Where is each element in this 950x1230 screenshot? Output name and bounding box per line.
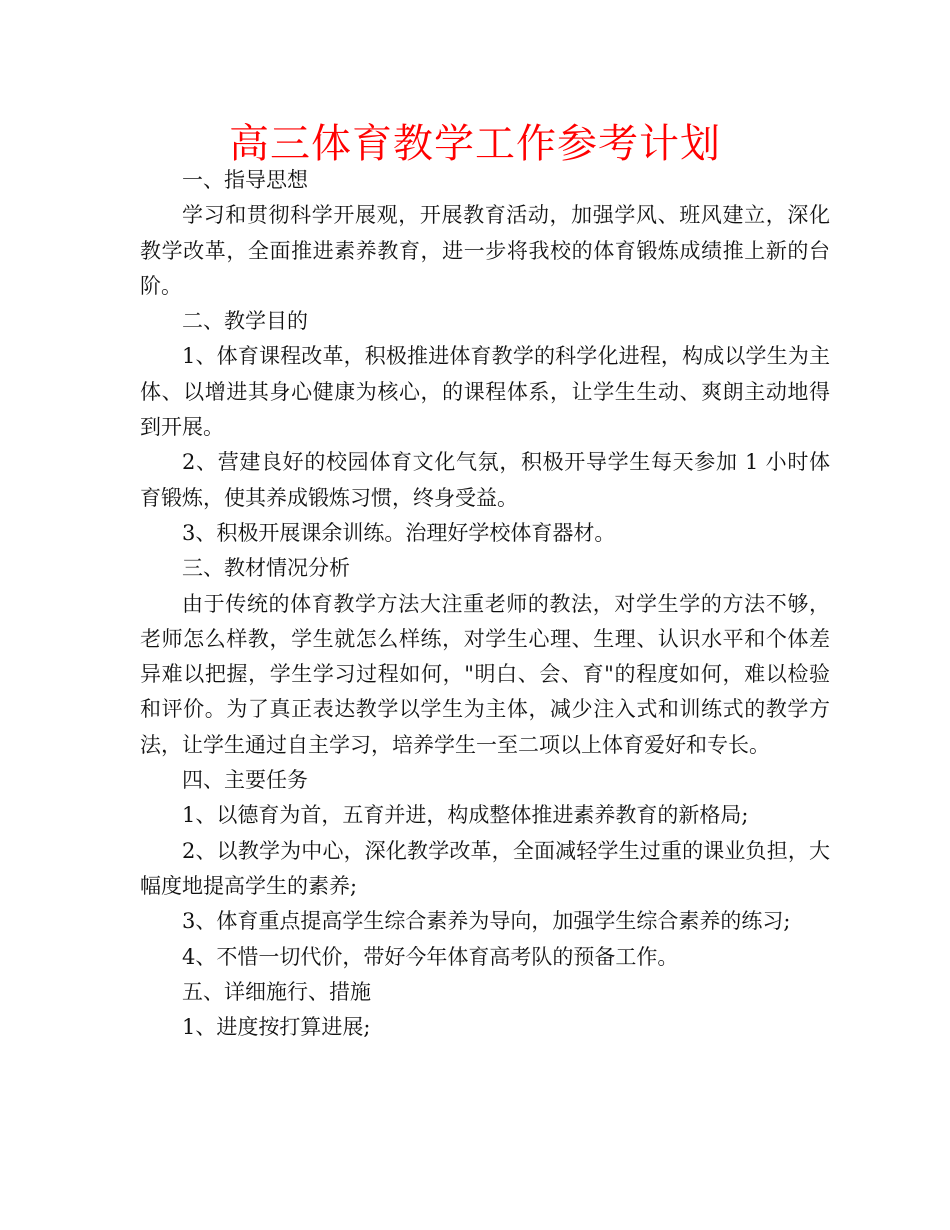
paragraph: 2、以教学为中心，深化教学改革，全面减轻学生过重的课业负担，大幅度地提高学生的素养; bbox=[140, 838, 830, 898]
section-heading-materials-analysis: 三、教材情况分析 bbox=[182, 556, 350, 581]
paragraph: 2、营建良好的校园体育文化气氛，积极开导学生每天参加 1 小时体育锻炼，使其养成锻炼习惯，终身受益。 bbox=[140, 450, 830, 510]
section-heading-guiding-ideology: 一、指导思想 bbox=[182, 168, 308, 192]
paragraph: 4、不惜一切代价，带好今年体育高考队的预备工作。 bbox=[182, 944, 679, 969]
section-heading-implementation: 五、详细施行、措施 bbox=[182, 979, 371, 1004]
paragraph: 1、以德育为首，五育并进，构成整体推进素养教育的新格局; bbox=[182, 803, 749, 828]
paragraph: 3、积极开展课余训练。治理好学校体育器材。 bbox=[182, 520, 616, 545]
paragraph: 1、进度按打算进展; bbox=[182, 1015, 371, 1040]
document-title: 高三体育教学工作参考计划 bbox=[229, 121, 721, 167]
paragraph: 1、体育课程改革，积极推进体育教学的科学化进程，构成以学生为主体、以增进其身心健康为核心，的课程体系，让学生生动、爽朗主动地得到开展。 bbox=[140, 344, 830, 440]
section-heading-main-tasks: 四、主要任务 bbox=[182, 768, 308, 793]
section-heading-teaching-goals: 二、教学目的 bbox=[182, 309, 308, 334]
paragraph: 学习和贯彻科学开展观，开展教育活动，加强学风、班风建立，深化教学改革，全面推进素养教育，进一步将我校的体育锻炼成绩推上新的台阶。 bbox=[140, 203, 830, 298]
paragraph: 由于传统的体育教学方法大注重老师的教法，对学生学的方法不够，老师怎么样教，学生就怎么样练，对学生心理、生理、认识水平和个体差异难以把握，学生学习过程如何，"明白、会、育"的程度如何，难以检验和评价。为了真正表达教学以学生为主体，减少注入式和训练式的教学方法，让学生通过自主学习，培养学生一至二项以上体育爱好和专长。 bbox=[140, 591, 830, 757]
paragraph: 3、体育重点提高学生综合素养为导向，加强学生综合素养的练习; bbox=[182, 909, 791, 934]
document-body bbox=[140, 163, 830, 1045]
